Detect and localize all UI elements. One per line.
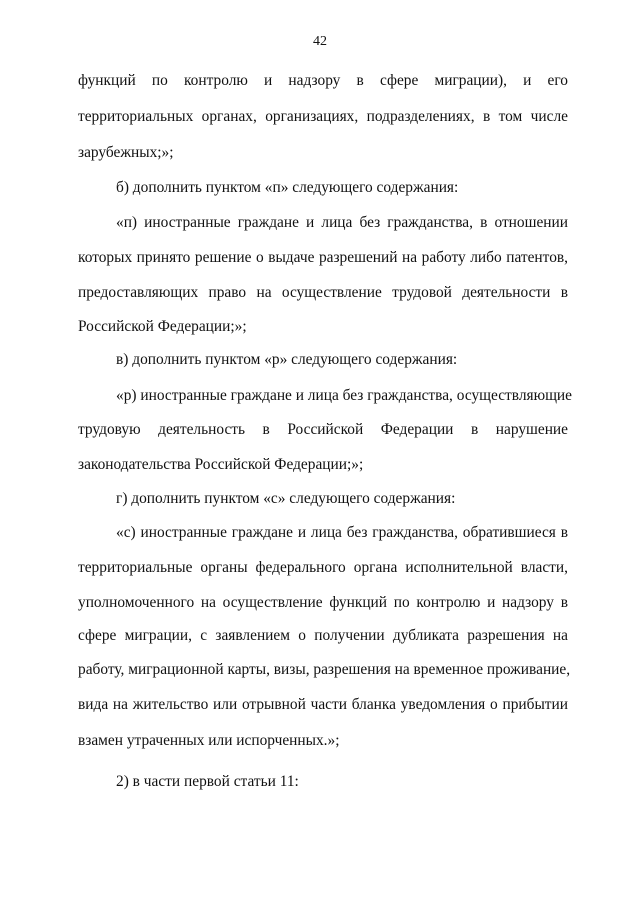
text-line: «п) иностранные граждане и лица без гражданства, в отношении — [116, 214, 568, 231]
text-line: трудовую деятельность в Российской Федерации в нарушение — [78, 421, 568, 438]
text-line: взамен утраченных или испорченных.»; — [78, 732, 340, 749]
text-line: 2) в части первой статьи 11: — [116, 773, 299, 790]
text-line: в) дополнить пунктом «р» следующего содержания: — [116, 351, 458, 368]
text-line: Российской Федерации;»; — [78, 318, 247, 335]
text-line: сфере миграции, с заявлением о получении дубликата разрешения на — [78, 627, 568, 644]
text-line: предоставляющих право на осуществление трудовой деятельности в — [78, 284, 568, 301]
text-line: вида на жительство или отрывной части бланка уведомления о прибытии — [78, 696, 568, 713]
text-line: работу, миграционной карты, визы, разрешения на временное проживание, — [78, 661, 571, 678]
text-line: которых принято решение о выдаче разрешений на работу либо патентов, — [78, 249, 568, 266]
text-line: б) дополнить пунктом «п» следующего содержания: — [116, 179, 459, 196]
page-number: 42 — [313, 34, 327, 49]
text-line: «с) иностранные граждане и лица без гражданства, обратившиеся в — [116, 524, 568, 541]
text-line: уполномоченного на осуществление функций по контролю и надзору в — [78, 594, 568, 611]
text-line: законодательства Российской Федерации;»; — [78, 456, 364, 473]
text-line: функций по контролю и надзору в сфере миграции), и его — [78, 72, 568, 89]
text-line: зарубежных;»; — [78, 144, 174, 161]
text-line: г) дополнить пунктом «с» следующего содержания: — [116, 490, 456, 507]
text-line: территориальных органах, организациях, подразделениях, в том числе — [78, 108, 568, 125]
text-line: «р) иностранные граждане и лица без гражданства, осуществляющие — [116, 387, 573, 404]
text-line: территориальные органы федерального органа исполнительной власти, — [78, 559, 568, 576]
